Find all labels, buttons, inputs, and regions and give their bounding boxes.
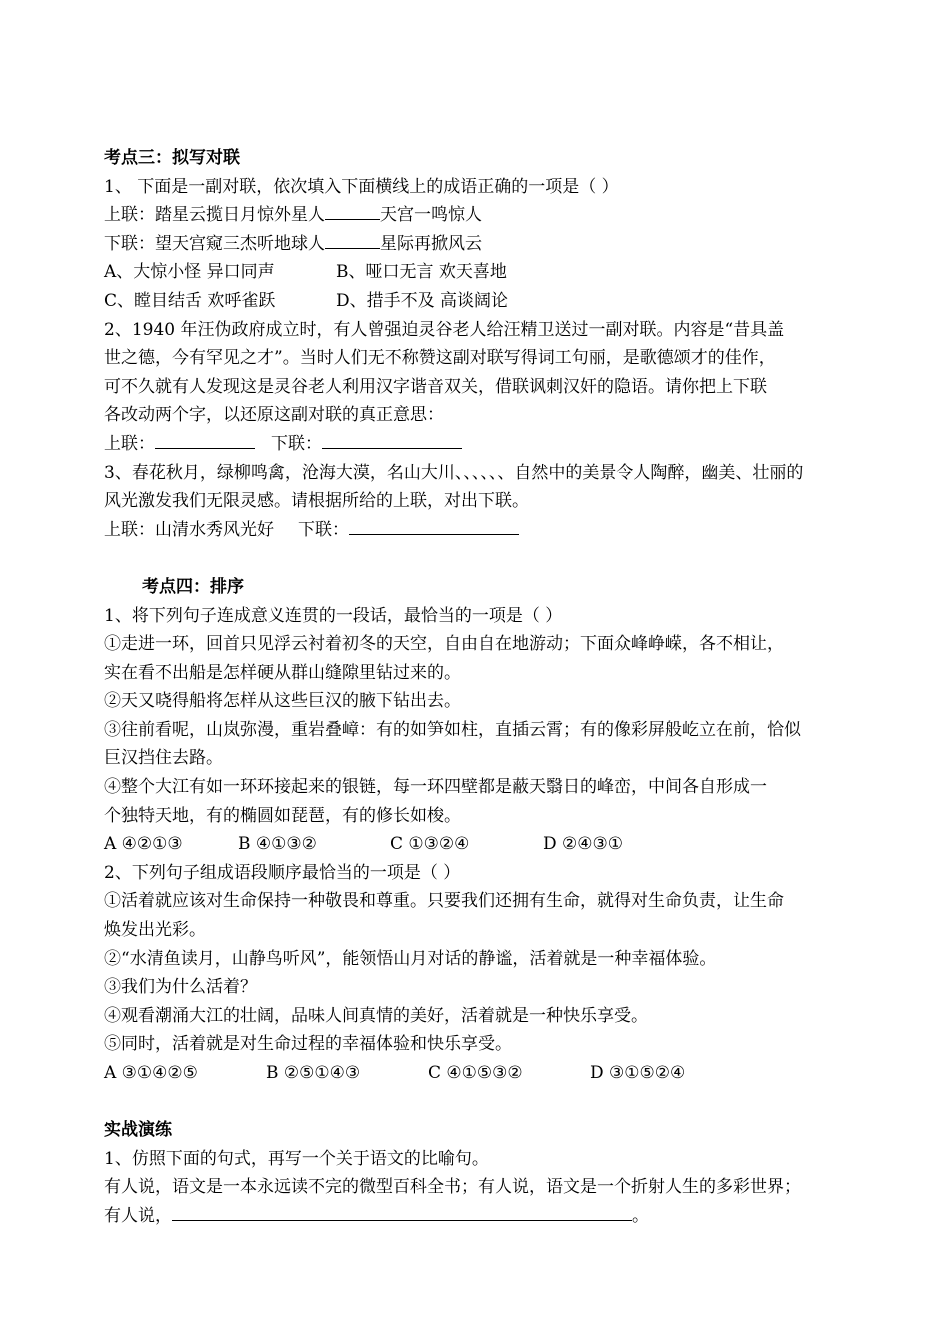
sentence-1a: ①活着就应该对生命保持一种敬畏和尊重。只要我们还拥有生命，就得对生命负责，让生命 <box>104 891 784 912</box>
option-b: B、哑口无言 欢天喜地 <box>336 262 507 283</box>
options-row <box>104 830 854 859</box>
question-3-1-stem: 1、 下面是一副对联，依次填入下面横线上的成语正确的一项是（ ） <box>104 176 619 197</box>
option-d: D、措手不及 高谈阔论 <box>336 290 509 311</box>
spacer <box>104 1088 854 1117</box>
question-3-3-line1: 3、春花秋月，绿柳鸣禽，沧海大漠，名山大川、、、、、、自然中的美景令人陶醉，幽美、壮丽的 <box>104 462 804 483</box>
sentence-3: ③我们为什么活着？ <box>104 977 257 998</box>
couplet-upper-pre: 上联：踏星云揽日月惊外星人 <box>104 205 325 226</box>
practice-1-answer-row <box>104 1202 854 1231</box>
practice-prompt: 有人说， <box>104 1205 172 1226</box>
answer-row <box>104 430 854 459</box>
options-row <box>104 258 854 287</box>
option-c: C、瞠目结舌 欢呼雀跃 <box>104 290 276 311</box>
upper-label: 上联： <box>104 433 155 454</box>
question-3-2-line4: 各改动两个字，以还原这副对联的真正意思： <box>104 405 444 426</box>
options-row <box>104 1059 854 1088</box>
option-a: A ③①④②⑤ <box>104 1063 198 1083</box>
spacer <box>104 544 854 573</box>
couplet-lower-pre: 下联：望天宫窥三杰听地球人 <box>104 233 325 254</box>
practice-end: 。 <box>632 1205 649 1226</box>
answer-blank[interactable] <box>172 1202 632 1221</box>
practice-1-stem: 1、仿照下面的句式，再写一个关于语文的比喻句。 <box>104 1148 489 1169</box>
couplet-lower-post: 星际再掀风云 <box>380 233 482 254</box>
document-page <box>104 144 854 1231</box>
lower-answer-blank[interactable] <box>322 430 462 449</box>
question-4-1-stem: 1、将下列句子连成意义连贯的一段话，最恰当的一项是（ ） <box>104 605 563 626</box>
option-b: B ④①③② <box>238 834 317 855</box>
option-a: A、大惊小怪 异口同声 <box>104 262 275 283</box>
section-title-3: 考点三：拟写对联 <box>104 148 240 168</box>
sentence-5: ⑤同时，活着就是对生命过程的幸福体验和快乐享受。 <box>104 1034 512 1055</box>
couplet-upper-post: 天宫一鸣惊人 <box>380 205 482 226</box>
couplet-upper-line <box>104 201 854 230</box>
question-3-2-line1: 2、1940 年汪伪政府成立时，有人曾强迫灵谷老人给汪精卫送过一副对联。内容是“昔具盖 <box>104 319 785 340</box>
sentence-1a: ①走进一环，回首只见浮云衬着初冬的天空，自由自在地游动；下面众峰峥嵘，各不相让， <box>104 634 784 655</box>
option-a: A ④②①③ <box>104 834 183 855</box>
question-3-2-line2: 世之德，今有罕见之才”。当时人们无不称赞这副对联写得词工句丽，是歌德颂才的佳作， <box>104 348 776 369</box>
section-title-4: 考点四：排序 <box>142 576 244 597</box>
section-title-practice: 实战演练 <box>104 1120 172 1141</box>
couplet-lower-line <box>104 230 854 259</box>
option-d: D ②④③① <box>543 834 623 855</box>
question-4-2-stem: 2、下列句子组成语段顺序最恰当的一项是（ ） <box>104 862 461 883</box>
lower-label: 下联： <box>298 519 349 540</box>
question-3-2-line3: 可不久就有人发现这是灵谷老人利用汉字谐音双关，借联讽刺汉奸的隐语。请你把上下联 <box>104 376 767 397</box>
sentence-2: ②天又哓得船将怎样从这些巨汉的腋下钻出去。 <box>104 691 461 712</box>
upper-answer-blank[interactable] <box>155 430 255 449</box>
option-d: D ③①⑤②④ <box>590 1063 686 1083</box>
sentence-4a: ④整个大江有如一环环接起来的银链，每一环四壁都是蔽天翳日的峰峦，中间各自形成一 <box>104 777 767 798</box>
answer-row <box>104 516 854 545</box>
option-b: B ②⑤①④③ <box>266 1063 361 1083</box>
question-3-3-line2: 风光激发我们无限灵感。请根据所给的上联，对出下联。 <box>104 491 529 512</box>
lower-answer-blank[interactable] <box>349 516 519 535</box>
given-upper-couplet: 上联：山清水秀风光好 <box>104 519 274 540</box>
sentence-2: ②“水清鱼读月，山静鸟听风”，能领悟山月对话的静谧，活着就是一种幸福体验。 <box>104 948 717 969</box>
sentence-4: ④观看潮涌大江的壮阔，品味人间真情的美好，活着就是一种快乐享受。 <box>104 1005 648 1026</box>
sentence-3a: ③往前看呢，山岚弥漫，重岩叠嶂：有的如笋如柱，直插云霄；有的像彩屏般屹立在前，恰似 <box>104 719 801 740</box>
lower-label: 下联： <box>271 433 322 454</box>
blank-line[interactable] <box>325 230 380 249</box>
sentence-3b: 巨汉挡住去路。 <box>104 748 223 769</box>
option-c: C ④①⑤③② <box>428 1063 523 1083</box>
practice-1-example: 有人说，语文是一本永远读不完的微型百科全书；有人说，语文是一个折射人生的多彩世界； <box>104 1177 801 1198</box>
sentence-1b: 实在看不出船是怎样硬从群山缝隙里钻过来的。 <box>104 662 461 683</box>
sentence-1b: 焕发出光彩。 <box>104 920 206 941</box>
options-row <box>104 287 854 316</box>
blank-line[interactable] <box>325 201 380 220</box>
sentence-4b: 个独特天地，有的椭圆如琵琶，有的修长如梭。 <box>104 805 461 826</box>
option-c: C ①③②④ <box>390 834 470 855</box>
